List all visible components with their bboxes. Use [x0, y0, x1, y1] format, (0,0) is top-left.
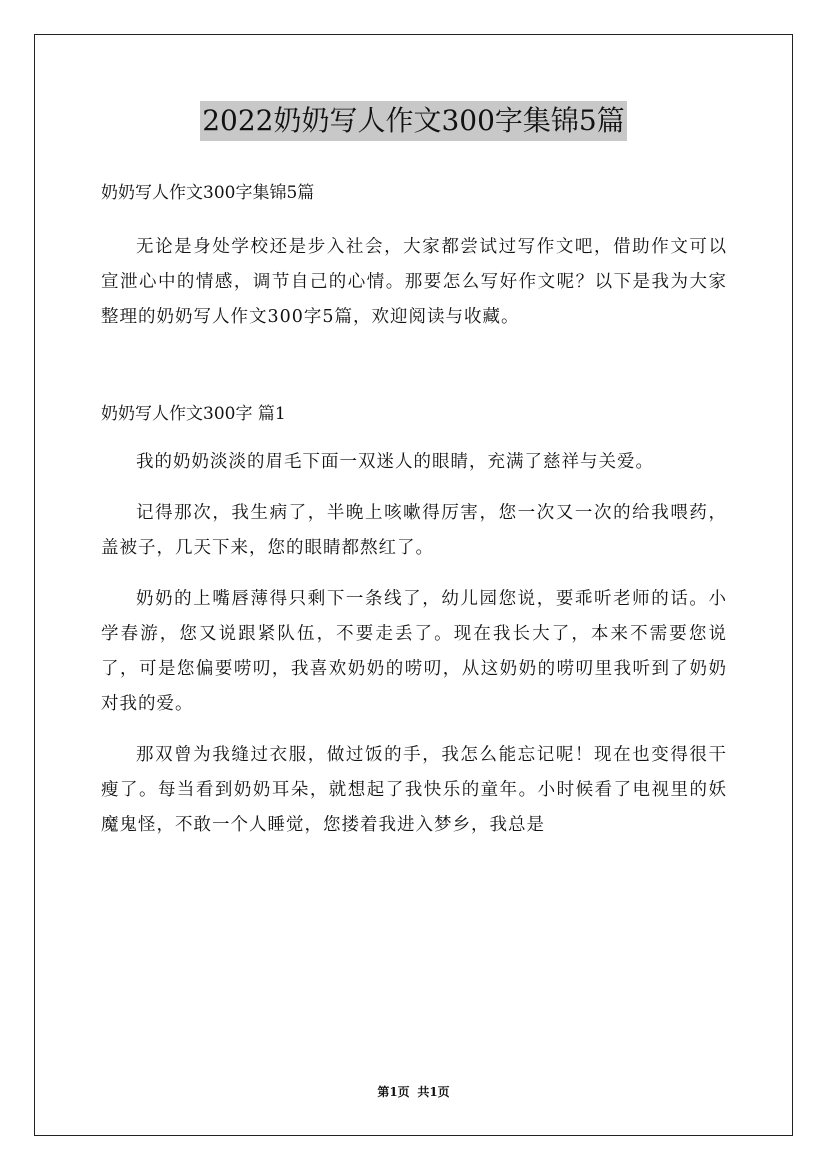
- document-body: [101, 178, 727, 843]
- intro-paragraph: 无论是身处学校还是步入社会，大家都尝试过写作文吧，借助作文可以宣泄心中的情感，调节自己的心情。那要怎么写好作文呢？以下是我为大家整理的奶奶写人作文300字5篇，欢迎阅读与收藏。: [101, 237, 727, 327]
- body-paragraph-4: 那双曾为我缝过衣服，做过饭的手，我怎么能忘记呢！现在也变得很干瘦了。每当看到奶奶耳朵，就想起了我快乐的童年。小时候看了电视里的妖魔鬼怪，不敢一个人睡觉，您搂着我进入梦乡，我总是: [101, 745, 727, 835]
- body-paragraph-1: 我的奶奶淡淡的眉毛下面一双迷人的眼睛，充满了慈祥与关爱。: [136, 452, 654, 472]
- page-footer: [0, 1084, 827, 1100]
- page-total: 共1页: [417, 1085, 450, 1099]
- document-subtitle: 奶奶写人作文300字集锦5篇: [101, 183, 315, 203]
- page-number: 第1页: [377, 1085, 410, 1099]
- body-paragraph-2: 记得那次，我生病了，半晚上咳嗽得厉害，您一次又一次的给我喂药，盖被子，几天下来，您的眼睛都熬红了。: [101, 503, 727, 558]
- section-heading: 奶奶写人作文300字 篇1: [101, 404, 286, 424]
- body-paragraph-3: 奶奶的上嘴唇薄得只剩下一条线了，幼儿园您说，要乖听老师的话。小学春游，您又说跟紧队伍，不要走丢了。现在我长大了，本来不需要您说了，可是您偏要唠叨，我喜欢奶奶的唠叨，从这奶奶的唠叨里我听到了奶奶对我的爱。: [101, 589, 727, 714]
- document-title: 2022奶奶写人作文300字集锦5篇: [200, 101, 627, 141]
- title-container: [0, 101, 827, 141]
